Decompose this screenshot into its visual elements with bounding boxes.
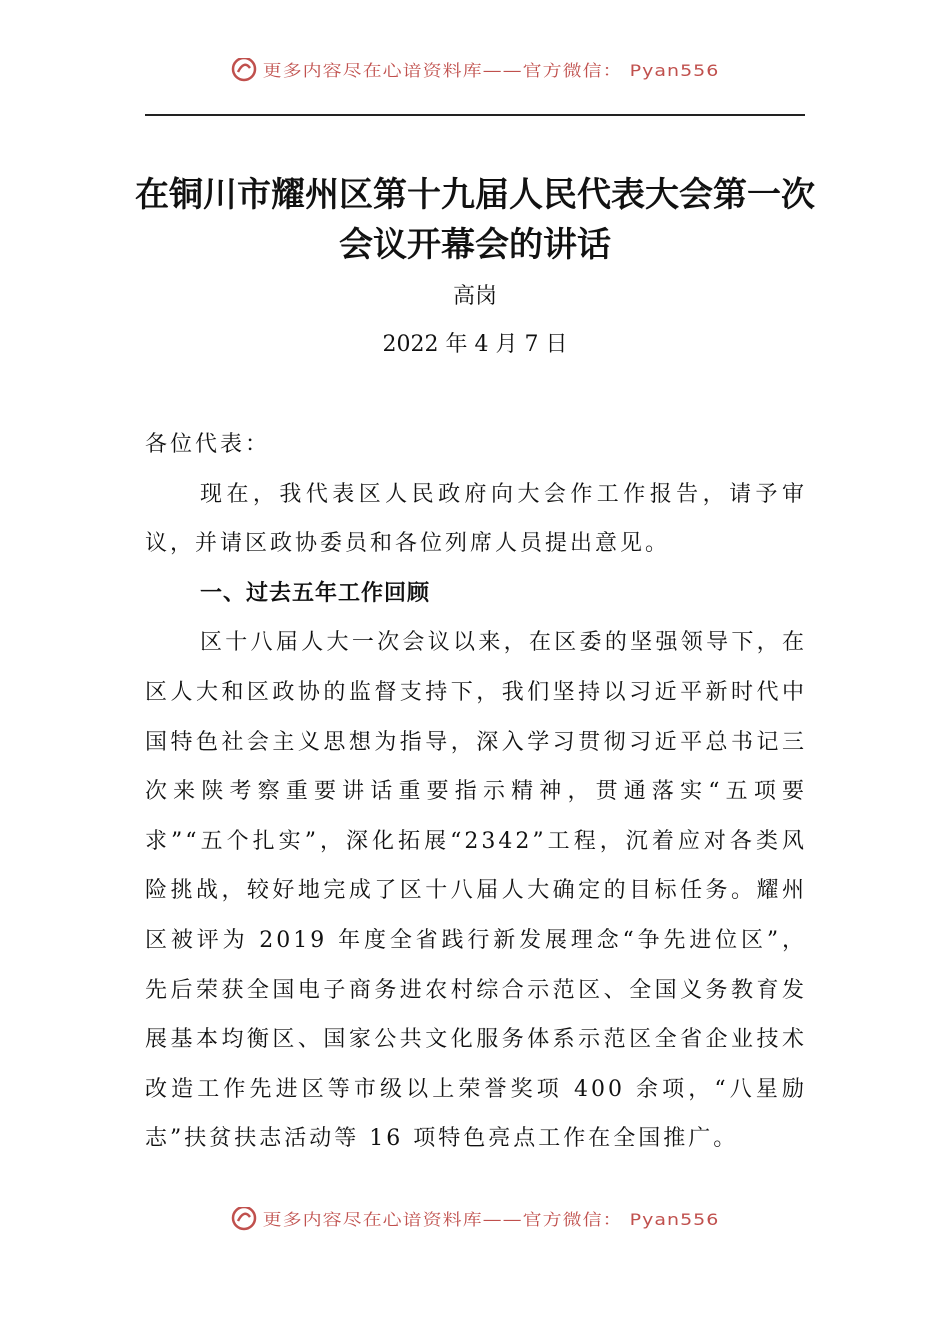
footer-watermark [0,1207,950,1237]
watermark-text: 更多内容尽在心谙资料库——官方微信： Pyan556 [262,1209,720,1229]
section-heading: 一、过去五年工作回顾 [200,580,431,606]
document-body [145,420,807,1164]
watermark-text: 更多内容尽在心谙资料库——官方微信： Pyan556 [262,60,720,80]
logo-icon [231,58,257,82]
document-title: 在铜川市耀州区第十九届人民代表大会第一次会议开幕会的讲话 [135,175,815,265]
paragraph: 区十八届人大一次会议以来，在区委的坚强领导下，在区人大和区政协的监督支持下，我们坚持以习近平新时代中国特色社会主义思想为指导，深入学习贯彻习近平总书记三次来陕考察重要讲话重要指示精神，贯通落实“五项要求”“五个扎实”，深化拓展“2342”工程，沉着应对各类风险挑战，较好地完成了区十八届人大确定的目标任务。耀州区被评为 2019 年度全省践行新发展理念“争先进位区”，先后荣获全国电子商务进农村综合示范区、全国义务教育发展基本均衡区、国家公共文化服务体系示范区全省企业技术改造工作先进区等市级以上荣誉奖项 400 余项，“八星励志”扶贫扶志活动等 16 项特色亮点工作在全国推广。 [145,630,807,1152]
salutation: 各位代表： [145,432,271,457]
header-watermark [0,58,950,88]
paragraph: 现在，我代表区人民政府向大会作工作报告，请予审议，并请区政协委员和各位列席人员提出意见。 [145,481,807,557]
logo-icon [231,1207,257,1231]
date: 2022 年 4 月 7 日 [382,332,568,357]
header-rule [145,114,805,116]
author: 高岗 [452,284,497,309]
